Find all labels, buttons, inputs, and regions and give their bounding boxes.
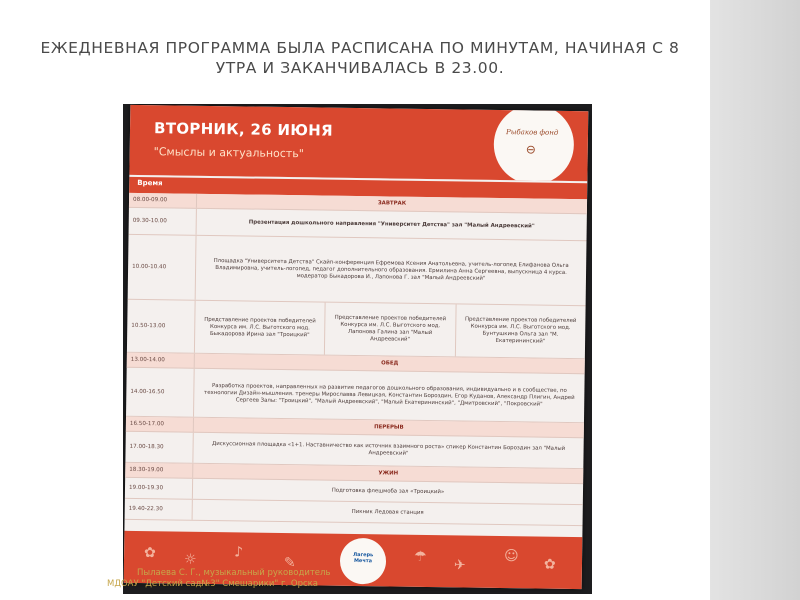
doodle-icon: ♪ [234,544,244,561]
schedule-table [125,193,588,526]
camp-logo-text: Лагерь Мечта [352,551,374,565]
credit-line-1: Пылаева С. Г., музыкальный руководитель [137,568,331,578]
schedule-activity: Дискуссионная площадка «1+1. Наставничество как источник взаимного роста» спикер Константин Бороздин зал "Малый Андреевский" [211,440,566,457]
doodle-icon: ✎ [283,555,296,572]
poster-day: ВТОРНИК, 26 ИЮНЯ [153,119,334,140]
program-poster [124,105,589,589]
schedule-activity: Площадка "Университета Детства" Скайп-конференция Ефремова Ксения Анатольевна, учитель-логопед Елифанова Ольга Владимировна, учитель-логопед, педагог дополнительного образования. Ермилина Анна Сергеевна, выпускница 4 курса. модератор Быкадорова И., Лапонова Г. зал "Малый Андреевский" [213,257,569,282]
author-credit [107,568,397,590]
doodle-icon: ✿ [143,545,156,562]
schedule-activity: Пикник Ледовая станция [351,508,424,516]
schedule-activity: ОБЕД [381,359,399,367]
doodle-icon: ✿ [543,556,556,573]
schedule-session: Представление проектов победителей Конкурса им. Л.С. Выготского мод. Бунтушкина Ольга зал "М. Екатерининский" [464,316,577,345]
schedule-parallel-sessions [195,301,586,358]
schedule-row [128,235,587,306]
schedule-time: 18.30-19.00 [125,463,193,478]
schedule-time: 19.40-22.30 [125,499,193,520]
poster-header [129,105,588,181]
schedule-activity: Презентация дошкольного направления "Университет Детства" зал "Малый Андреевский" [248,218,535,229]
time-column-header: Время [137,178,163,188]
decorative-side-bar [710,0,800,600]
schedule-session: Представление проектов победителей Конкурса им. Л.С. Выготского мод. Быкадорова Ирина зал "Троицкий" [195,301,326,355]
doodle-icon: ✈ [453,557,466,574]
schedule-activity: ЗАВТРАК [377,199,407,207]
schedule-time: 19.00-19.30 [125,478,193,499]
slide-title: ЕЖЕДНЕВНАЯ ПРОГРАММА БЫЛА РАСПИСАНА ПО МИНУТАМ, НАЧИНАЯ С 8 УТРА И ЗАКАНЧИВАЛАСЬ В 23.00. [40,39,680,77]
schedule-row [127,300,586,359]
doodle-icon: ☂ [413,548,427,566]
credit-line-2: МДОАУ "Детский сад№3" Смешарики" г. Орска [107,579,318,589]
schedule-row [126,368,585,423]
schedule-time: 16.50-17.00 [126,417,194,432]
schedule-time: 14.00-16.50 [126,368,195,417]
schedule-activity: Подготовка флешмоба зал «Троицкий» [331,487,445,495]
schedule-session: Представление проектов победителей Конкурса им. Л.С. Выготского мод. Лапонова Галина зал "Малый Андреевский" [325,303,456,357]
schedule-time: 13.00-14.00 [127,353,195,368]
doodle-icon: ☺ [503,548,519,565]
fund-logo [493,105,574,185]
schedule-time: 10.00-10.40 [128,235,197,300]
doodle-icon: ☼ [183,551,197,568]
program-photo [123,104,592,594]
schedule-time: 10.50-13.00 [127,300,196,353]
fund-logo-icon: ⊖ [525,142,536,157]
schedule-activity: УЖИН [378,469,399,477]
schedule-activity: ПЕРЕРЫВ [374,423,404,431]
fund-logo-text: Рыбаков фонд [505,128,559,137]
poster-theme: "Смыслы и актуальность" [153,145,304,161]
schedule-time: 09.30-10.00 [129,208,197,235]
schedule-time: 17.00-18.30 [125,432,193,463]
schedule-time: 08.00-09.00 [129,193,197,208]
schedule-activity: Разработка проектов, направленных на развитие педагогов дошкольного образования, индивидуально и в сообществе, по технологии Дизайн-мышления. тренеры Мирославва Левицкая, Константин Бороздин, Егор Куданов, Александр Плигин, Андрей Сергеев Залы: "Троицкий", "Малый Андреевский", "Малый Екатерининский", "Дмитровский", "Покровский" [204,382,575,408]
